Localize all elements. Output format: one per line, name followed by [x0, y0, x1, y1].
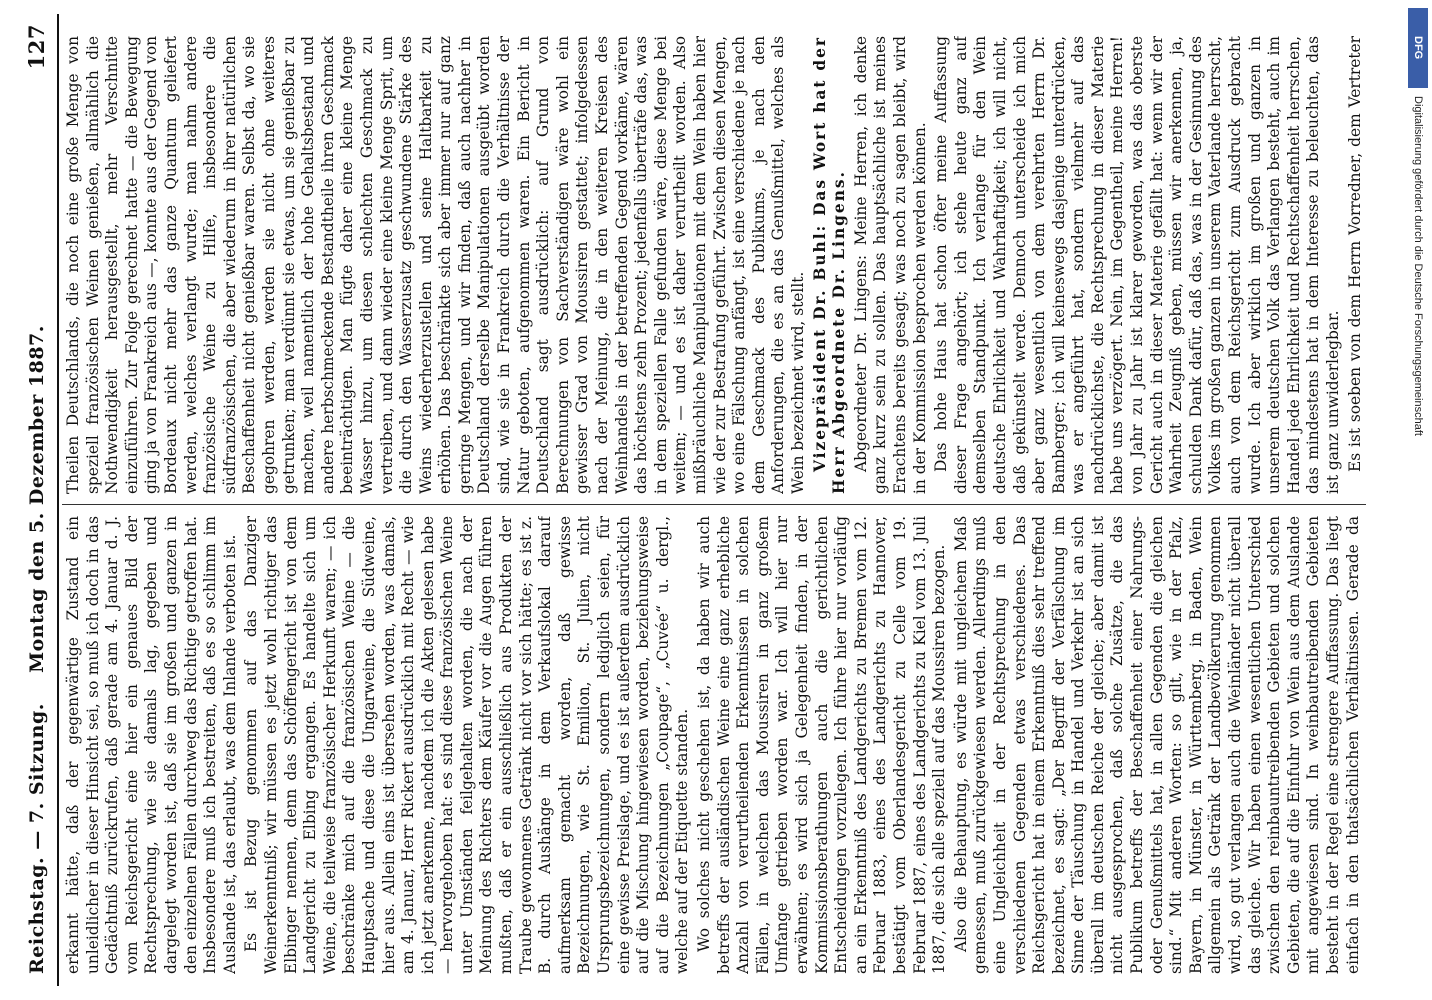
column-divider: [62, 504, 1366, 505]
speech-paragraph: Abgeordneter Dr. Lingens: Meine Herren, ich denke ganz kurz sein zu sollen. Das hauptsächliche ist meines Erachtens bereits gesagt; was noch zu sagen bleibt, wird in der Kommission besprochen werden können.: [851, 36, 929, 494]
paragraph: erkannt hätte, daß der gegenwärtige Zustand ein unleidlicher in dieser Hinsicht sei, so muß ich doch in das Gedächtniß zurückrufen, daß gerade am 4. Januar d. J. vom Reichsgericht eine hier ein genaues Bild der Rechtsprechung, wie sie damals lag, gegeben und dargelegt worden ist, daß sie im großen und ganzen in den einzelnen Fällen durchweg das Richtige getroffen hat. Insbesondere muß ich bestreiten, daß es so schlimm im Auslande ist, das erlaubt, was dem Inlande verboten ist.: [64, 516, 239, 974]
president-line: Vizepräsident Dr. Buhl: Das Wort hat der Herr Abgeordnete Dr. Lingens.: [810, 36, 849, 494]
speech-paragraph: Es ist soeben von dem Herrn Vorredner, dem Vertreter: [1345, 36, 1364, 472]
right-column: [64, 36, 1364, 494]
header-rule: [57, 14, 59, 986]
session-title: Reichstag. — 7. Sitzung.: [26, 703, 48, 974]
speech-paragraph: Das hohe Haus hat schon öfter meine Auffassung dieser Frage angehört; ich stehe heute ganz auf demselben Standpunkt. Ich verlange für den Wein deutsche Ehrlichkeit und Wahrhaftigkeit; ich will nicht, daß gekünstelt werde. Dennoch unterscheide ich mich aber ganz wesentlich von dem verehrten Herrn Dr. Bamberger; ich will keineswegs dasjenige unterdrücken, was er angeführt hat, sondern vielmehr auf das nachdrücklichste, die Rechtsprechung in dieser Materie habe uns verzögert. Nein, im Gegentheil, meine Herren! von Jahr zu Jahr ist klarer geworden, was das oberste Gericht auch in dieser Materie gefällt hat: wenn wir der Wahrheit Zeugniß geben, müssen wir anerkennen, ja, schulden Dank dafür, daß das, was in der Gesinnung des Volkes im großen ganzen in unserem Vaterlande herrscht, auch von dem Reichsgericht zum Ausdruck gebracht wurde. Ich aber wirklich im großen und ganzen in unserem deutschen Volk das Verlangen besteht, auch im Handel jede Ehrlichkeit und Rechtschaffenheit herrschen, das mindestens hat in dem Interesse zu beleuchten, das ist ganz unwiderlegbar.: [932, 36, 1342, 494]
paragraph: Theilen Deutschlands, die noch eine große Menge von speziell französischen Weinen genießen, allmählich die Nothwendigkeit herausgestellt, mehr Verschnitte einzuführen. Zur Folge gerechnet hatte — die Bewegung ging ja von Frankreich aus —, konnte aus der Gegend von Bordeaux nicht mehr das ganze Quantum geliefert werden, welches verlangt wurde; man nahm andere französische Weine zu Hilfe, insbesondere die südfranzösischen, die aber wiederum in ihrer natürlichen Beschaffenheit nicht genießbar waren. Selbst da, wo sie gegohren werden, werden sie nicht ohne weiteres getrunken; man verdünnt sie etwas, um sie genießbar zu machen, weil namentlich der hohe Gehaltsbestand und andere herbschmeckende Bestandtheile ihren Geschmack beeinträchtigen. Man fügte daher eine kleine Menge Wasser hinzu, um diesen schlechten Geschmack zu vertreiben, und dann wieder eine kleine Menge Sprit, um die durch den Wasserzusatz geschwundene Stärke des Weins wiederherzustellen und seine Haltbarkeit zu erhöhen. Das beschränkte sich aber immer nur auf ganz geringe Mengen, und wir finden, daß auch nachher in Deutschland derselbe Manipulationen ausgeübt worden sind, wie sie in Frankreich durch die Verhältnisse der Natur geboten, aufgenommen waren. Ein Bericht in Deutschland sagt ausdrücklich: auf Grund von Berechnungen von Sachverständigen wäre wohl ein gewisser Grad von Moussiren gestattet; infolgedessen nach der Meinung, die in den weiteren Kreisen des Weinhandels in der betreffenden Gegend vorkäme, wären das höchstens zehn Prozent; jedenfalls überträfe das, was in dem speziellen Falle gefunden wäre, diese Menge bei weitem; — und es ist daher verurtheilt worden. Also mißbräuchliche Manipulationen mit dem Wein haben hier wie der zur Bestrafung geführt. Zwischen diesen Mengen, wo eine Fälschung anfängt, ist eine verschiedene je nach dem Geschmack des Publikums, je nach den Anforderungen, die es an das Genußmittel, welches als Wein bezeichnet wird, stellt.: [64, 36, 807, 494]
page-number: 127: [24, 24, 49, 70]
session-date: Montag den 5. Dezember 1887.: [26, 325, 48, 673]
paragraph: Wo solches nicht geschehen ist, da haben wir auch betreffs der ausländischen Weine eine ganz erhebliche Anzahl von verurtheilenden Erkenntnissen in solchen Fällen, in welchen das Moussiren in ganz großem Umfange getrieben worden war. Ich will hier nur erwähnen; es wird sich ja Gelegenheit finden, in der Kommissionsberathungen auch die gerichtlichen Entscheidungen vorzulegen. Ich führe hier nur vorläufig an ein Erkenntniß des Landgerichts zu Bremen vom 12. Februar 1883, eines des Landgerichts zu Hannover, bestätigt vom Oberlandesgericht zu Celle vom 19. Februar 1887, eines des Landgerichts zu Kiel vom 13. Juli 1887, die sich alle speziell auf das Moussiren bezogen.: [695, 516, 949, 974]
running-head: [18, 24, 58, 974]
digitization-note: Digitalisierung gefördert durch die Deutsche Forschungsgemeinschaft: [1412, 96, 1424, 436]
digitization-strip: [1400, 0, 1432, 1000]
paragraph: Es ist Bezug genommen auf das Danziger Weinerkenntniß; wir müssen es jetzt wohl richtiger das Elbinger nennen, denn das Schöffengericht ist von dem Landgericht zu Elbing ergangen. Es handelte sich um Weine, die teilweise französischer Herkunft waren; — ich beschränke mich auf die französischen Weine — die Hauptsache und diese die Ungarweine, die Südweine, hier aus. Allein eins ist übersehen worden, was damals, am 4. Januar, Herr Rickert ausdrücklich mit Recht — wie ich jetzt anerkenne, nachdem ich die Akten gelesen habe — hervorgehoben hat: es sind diese französischen Weine unter Umständen feilgehalten worden, die nach der Meinung des Richters dem Käufer vor die Augen führen mußten, daß er ein ausschließlich aus Produkten der Traube gewonnenes Getränk nicht vor sich hätte; es ist z. B. durch Aushänge in dem Verkaufslokal darauf aufmerksam gemacht worden, daß gewisse Bezeichnungen, wie St. Emilion, St. Julien, nicht Ursprungsbezeichnungen, sondern lediglich seien, für eine gewisse Preislage, und es ist außerdem ausdrücklich auf die Mischung hingewiesen worden, beziehungsweise auf die Bezeichnungen „Coupage“, „Cuvée“ u. dergl., welche auf der Etiquette standen.: [242, 516, 692, 974]
paragraph: Also die Behauptung, es würde mit ungleichem Maß gemessen, muß zurückgewiesen werden. Allerdings muß eine Ungleichheit in der Rechtsprechung in den verschiedenen Gegenden etwas verschiedenes. Das Reichsgericht hat in einem Erkenntniß dies sehr treffend bezeichnet, es sagt: „Der Begriff der Verfälschung im Sinne der Täuschung in Handel und Verkehr ist an sich überall im deutschen Reiche der gleiche; aber damit ist nicht ausgesprochen, daß solche Zusätze, die das Publikum betreffs der Beschaffenheit einer Nahrungs- oder Genußmittels hat, in allen Gegenden die gleichen sind.“ Mit anderen Worten: so gilt, wie in der Pfalz, Bayern, in Münster, in Württemberg, in Baden, Wein allgemein als Getränk der Landbevölkerung genommen wird, so gut verlangen auch die Weinländer nicht überall das gleiche. Wir haben einen wesentlichen Unterschied zwischen den reinbauntreibenden Gebieten und solchen Gebieten, die auf die Einfuhr von Wein aus dem Auslande mit angewiesen sind. In weinbautreibenden Gebieten besteht in der Regel eine strengere Auffassung. Das liegt einfach in den thatsächlichen Verhältnissen. Gerade da: [951, 516, 1362, 974]
left-column: [64, 516, 1364, 974]
dfg-logo: DFG: [1408, 8, 1428, 88]
